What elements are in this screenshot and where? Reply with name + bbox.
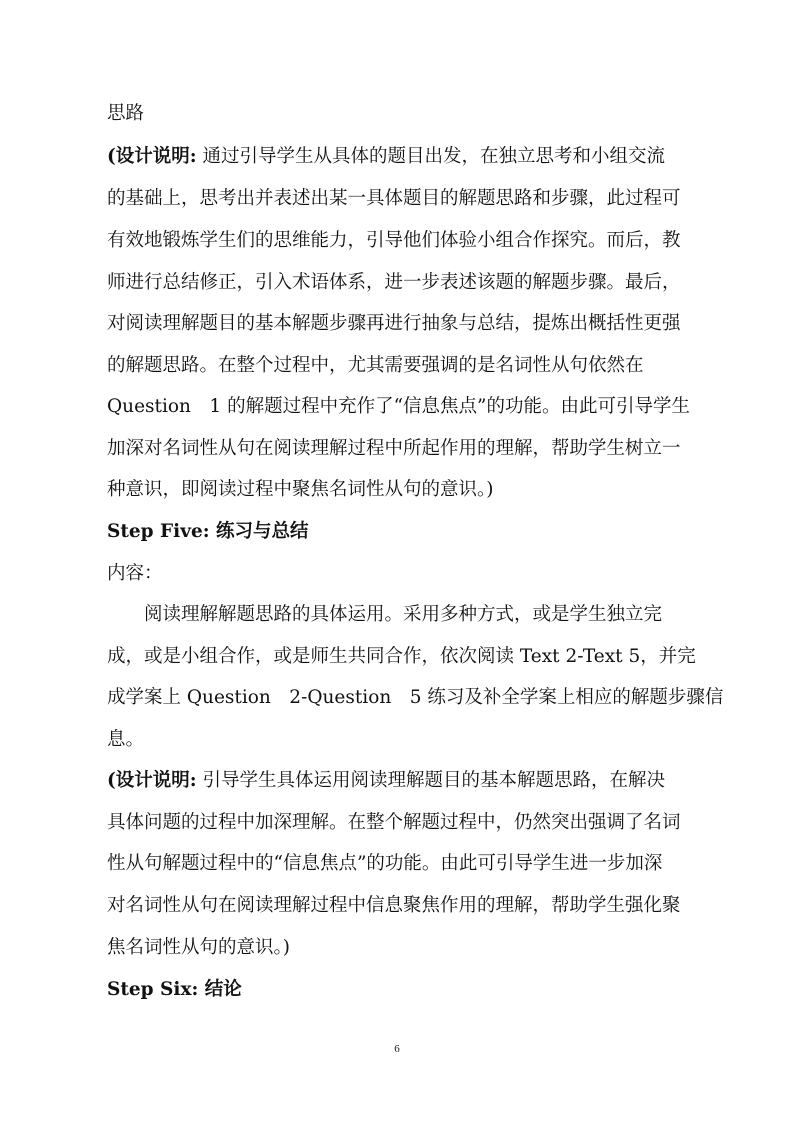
text-line: 的解题思路。在整个过程中，尤其需要强调的是名词性从句依然在	[107, 355, 644, 376]
step-five-heading	[107, 523, 309, 542]
step-six-heading	[107, 981, 242, 1000]
text-line: 的基础上，思考出并表述出某一具体题目的解题思路和步骤，此过程可	[107, 188, 681, 209]
design-note-line	[107, 772, 665, 791]
text-line: 思路	[107, 103, 145, 124]
text-line: 师进行总结修正，引入术语体系，进一步表述该题的解题步骤。最后，	[107, 272, 681, 293]
text-line: 息。	[107, 729, 145, 750]
text-line: 焦名词性从句的意识。)	[107, 937, 290, 958]
text-line: 种意识，即阅读过程中聚焦名词性从句的意识。)	[107, 479, 494, 500]
design-note-label: (设计说明:	[107, 146, 197, 167]
design-note-label: (设计说明:	[107, 770, 197, 791]
text-line: 对名词性从句在阅读理解过程中信息聚焦作用的理解，帮助学生强化聚	[107, 895, 681, 916]
step-title: 结论	[198, 979, 242, 1000]
step-title: 练习与总结	[209, 521, 309, 542]
content-label: 内容：	[107, 563, 163, 584]
text-line: 成学案上 Question 2-Question 5 练习及补全学案上相应的解题步骤信	[107, 687, 724, 708]
page-number: 6	[394, 1043, 400, 1055]
text-line: 具体问题的过程中加深理解。在整个解题过程中，仍然突出强调了名词	[107, 812, 681, 833]
step-label: Step Five:	[107, 521, 210, 542]
text-line: 加深对名词性从句在阅读理解过程中所起作用的理解，帮助学生树立一	[107, 438, 681, 459]
text-line: 有效地锻炼学生们的思维能力，引导他们体验小组合作探究。而后，教	[107, 230, 681, 251]
text-line: 性从句解题过程中的“信息焦点”的功能。由此可引导学生进一步加深	[107, 853, 663, 874]
text-span: 引导学生具体运用阅读理解题目的基本解题思路，在解决	[196, 770, 665, 791]
text-line: 对阅读理解题目的基本解题步骤再进行抽象与总结，提炼出概括性更强	[107, 313, 681, 334]
design-note-line	[107, 148, 665, 167]
text-span: 通过引导学生从具体的题目出发，在独立思考和小组交流	[196, 146, 665, 167]
step-label: Step Six:	[107, 979, 199, 1000]
text-line: 阅读理解解题思路的具体运用。采用多种方式，或是学生独立完	[144, 604, 663, 625]
text-line: Question 1 的解题过程中充作了“信息焦点”的功能。由此可引导学生	[107, 396, 690, 417]
text-line: 成，或是小组合作，或是师生共同合作，依次阅读 Text 2-Text 5，并完	[107, 646, 696, 667]
